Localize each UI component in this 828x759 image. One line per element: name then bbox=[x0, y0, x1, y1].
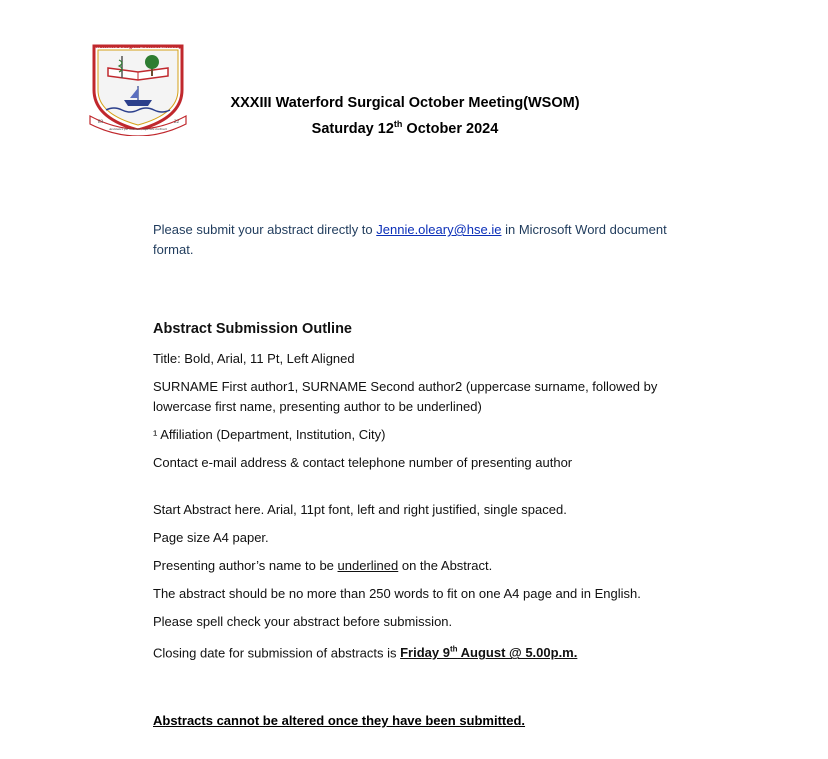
waterford-surgical-crest-icon bbox=[86, 38, 190, 136]
meeting-date bbox=[190, 114, 620, 140]
crest-banner-text: Waterford Surgical October Meeting bbox=[94, 44, 182, 50]
closing-date-value bbox=[400, 645, 577, 660]
closing-date-suffix: August @ 5.00p.m. bbox=[457, 645, 578, 661]
meeting-date-sup: th bbox=[393, 119, 403, 129]
presenting-prefix: Presenting author’s name to be bbox=[153, 558, 338, 573]
intro-text: Please submit your abstract directly to bbox=[153, 222, 377, 237]
closing-date-sup: th bbox=[449, 645, 458, 654]
crest-scroll-left: 83 bbox=[98, 120, 103, 125]
authors-format: SURNAME First author1, SURNAME Second author2 (uppercase surname, followed by lowercase first name, presenting author to be underlined) bbox=[153, 379, 658, 414]
email-link[interactable]: Jennie.oleary@hse.ie bbox=[376, 222, 502, 237]
crest-scroll-right: 22 bbox=[174, 120, 179, 125]
final-notice: Abstracts cannot be altered once they have been submitted. bbox=[153, 713, 526, 728]
submission-instructions bbox=[153, 220, 673, 259]
abstract-outline bbox=[153, 319, 693, 671]
crest-motto: Assistance per ordinate, superare inclinari bbox=[108, 127, 168, 131]
meeting-title: XXXIII Waterford Surgical October Meeting(WSOM) bbox=[230, 95, 580, 111]
meeting-date-prefix: Saturday 12 bbox=[311, 120, 394, 137]
start-abstract: Start Abstract here. Arial, 11pt font, left and right justified, single spaced. bbox=[153, 502, 567, 517]
presenting-author-note bbox=[153, 556, 693, 576]
title-format: Title: Bold, Arial, 11 Pt, Left Aligned bbox=[153, 351, 355, 366]
word-limit: The abstract should be no more than 250 words to fit on one A4 page and in English. bbox=[153, 586, 641, 601]
underlined-word: underlined bbox=[337, 558, 399, 573]
page-size: Page size A4 paper. bbox=[153, 530, 269, 545]
affiliation-format: ¹ Affiliation (Department, Institution, City) bbox=[153, 427, 386, 442]
closing-prefix: Closing date for submission of abstracts is bbox=[153, 645, 401, 661]
closing-date bbox=[153, 640, 693, 663]
presenting-suffix: on the Abstract. bbox=[398, 558, 493, 573]
spell-check: Please spell check your abstract before submission. bbox=[153, 614, 453, 629]
meeting-title-block bbox=[190, 93, 620, 140]
contact-format: Contact e-mail address & contact telephone number of presenting author bbox=[153, 455, 573, 470]
intro-text-end: in Microsoft Word document format. bbox=[153, 222, 667, 257]
meeting-date-suffix: October 2024 bbox=[402, 120, 499, 137]
closing-date-prefix: Friday 9 bbox=[400, 645, 450, 661]
outline-heading: Abstract Submission Outline bbox=[153, 321, 352, 337]
